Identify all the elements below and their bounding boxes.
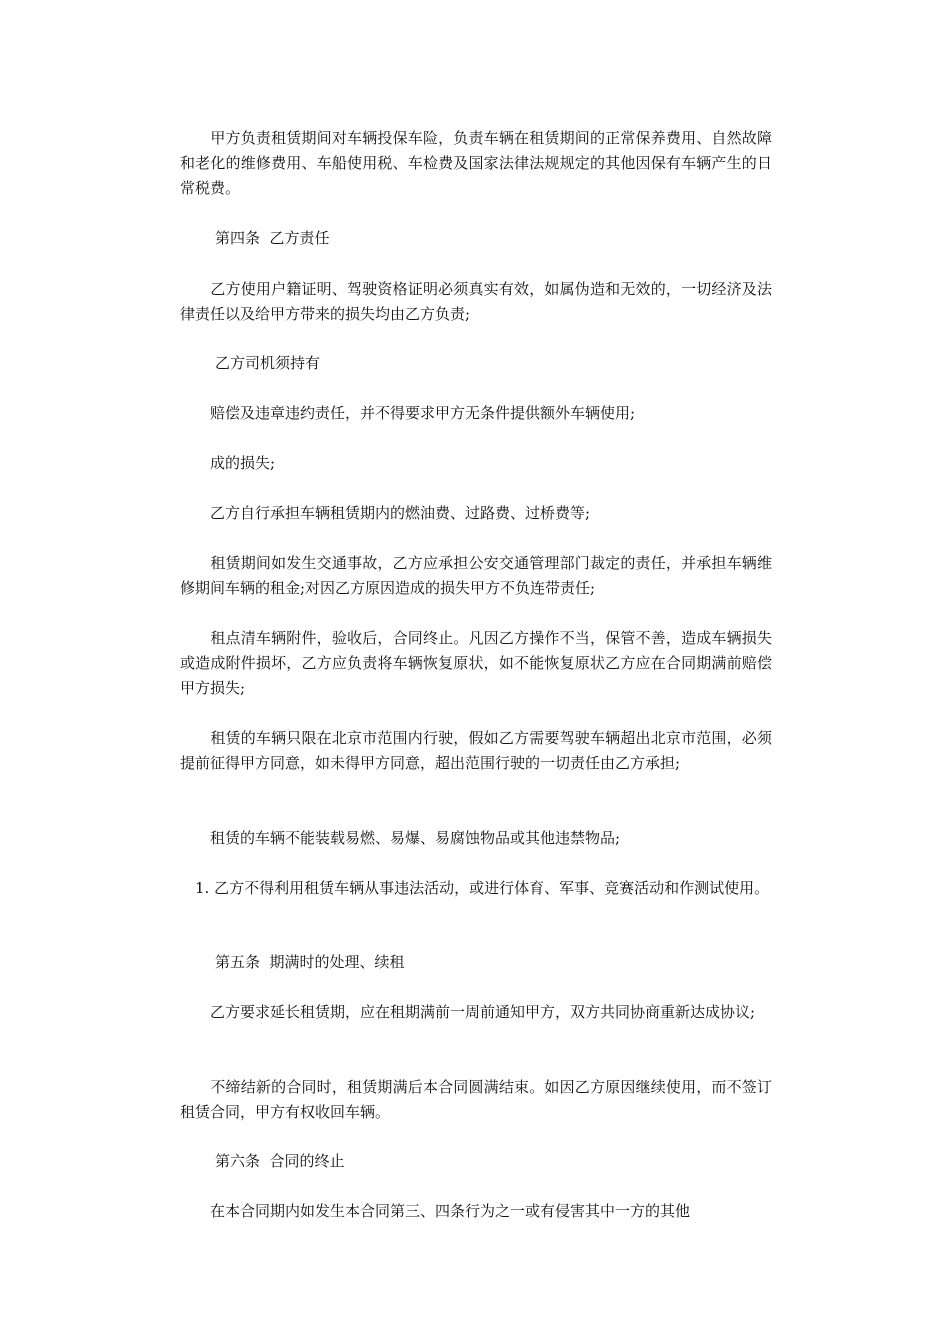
heading-article-5: 第五条 期满时的处理、续租 bbox=[215, 953, 405, 971]
paragraph-illegal-use: 1. 乙方不得利用租赁车辆从事违法活动，或进行体育、军事、竞赛活动和作测试使用。 bbox=[180, 879, 770, 897]
paragraph-prohibited-goods: 租赁的车辆不能装载易燃、易爆、易腐蚀物品或其他违禁物品; bbox=[180, 829, 621, 847]
paragraph-traffic-accident: 租赁期间如发生交通事故，乙方应承担公安交通管理部门裁定的责任，并承担车辆维修期间车辆的租金;对因乙方原因造成的损失甲方不负连带责任; bbox=[180, 554, 772, 597]
paragraph-extension: 乙方要求延长租赁期，应在租期满前一周前通知甲方，双方共同协商重新达成协议; bbox=[180, 1003, 756, 1021]
paragraph-driver-requirement: 乙方司机须持有 bbox=[215, 354, 321, 372]
paragraph-lessee-documents: 乙方使用户籍证明、驾驶资格证明必须真实有效，如属伪造和无效的，一切经济及法律责任以及给甲方带来的损失均由乙方负责; bbox=[180, 280, 772, 323]
paragraph-return-inspection: 租点清车辆附件，验收后，合同终止。凡因乙方操作不当，保管不善，造成车辆损失或造成附件损坏，乙方应负责将车辆恢复原状，如不能恢复原状乙方应在合同期满前赔偿甲方损失; bbox=[180, 629, 772, 697]
paragraph-driving-range: 租赁的车辆只限在北京市范围内行驶，假如乙方需要驾驶车辆超出北京市范围，必须提前征得甲方同意，如未得甲方同意，超出范围行驶的一切责任由乙方承担; bbox=[180, 729, 772, 772]
paragraph-compensation: 赔偿及违章违约责任，并不得要求甲方无条件提供额外车辆使用; bbox=[180, 404, 636, 422]
paragraph-lessor-duties: 甲方负责租赁期间对车辆投保车险，负责车辆在租赁期间的正常保养费用、自然故障和老化的维修费用、车船使用税、车检费及国家法律法规规定的其他因保有车辆产生的日常税费。 bbox=[180, 129, 772, 197]
paragraph-fuel-costs: 乙方自行承担车辆租赁期内的燃油费、过路费、过桥费等; bbox=[180, 504, 591, 522]
paragraph-termination: 在本合同期内如发生本合同第三、四条行为之一或有侵害其中一方的其他 bbox=[180, 1202, 691, 1220]
paragraph-losses: 成的损失; bbox=[180, 454, 276, 472]
heading-article-6: 第六条 合同的终止 bbox=[215, 1152, 345, 1170]
paragraph-expiry: 不缔结新的合同时，租赁期满后本合同圆满结束。如因乙方原因继续使用，而不签订租赁合同，甲方有权收回车辆。 bbox=[180, 1078, 772, 1121]
heading-article-4: 第四条 乙方责任 bbox=[215, 229, 330, 247]
